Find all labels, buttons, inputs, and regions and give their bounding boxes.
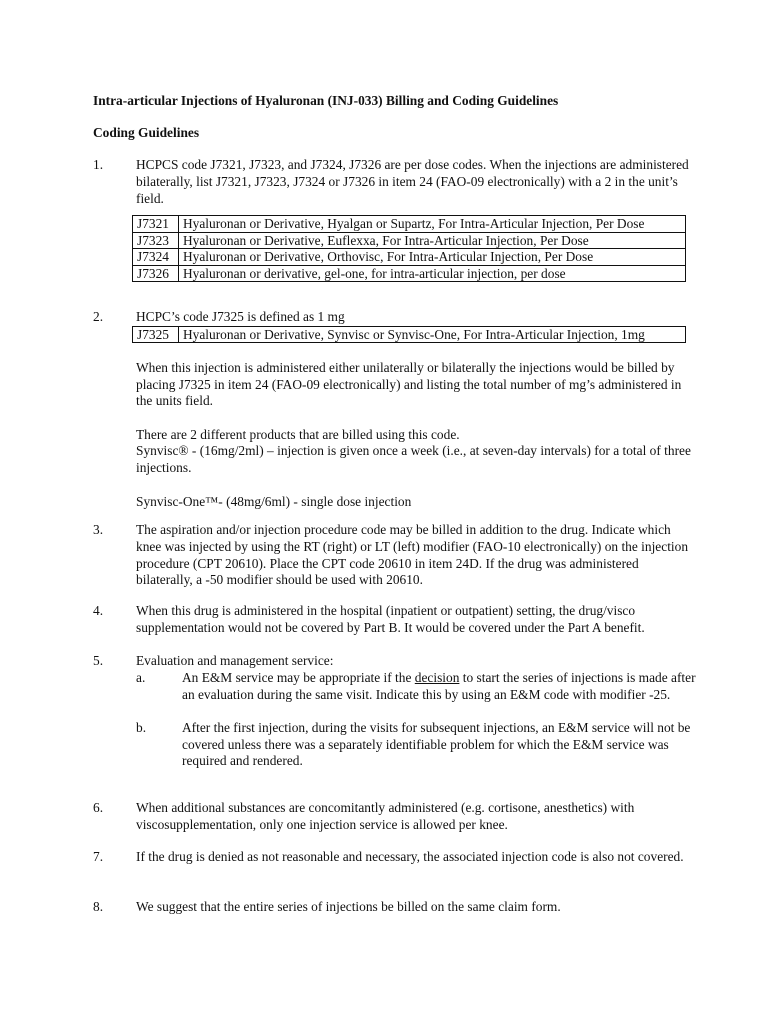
item-text: We suggest that the entire series of injections be billed on the same claim form. bbox=[136, 899, 561, 914]
item-text: If the drug is denied as not reasonable and necessary, the associated injection code is also not covered. bbox=[136, 849, 684, 864]
table-row bbox=[133, 232, 686, 249]
document-title: Intra-articular Injections of Hyaluronan (INJ-033) Billing and Coding Guidelines bbox=[93, 93, 559, 108]
item-number: 7. bbox=[93, 849, 104, 864]
description-cell: Hyaluronan or Derivative, Hyalgan or Supartz, For Intra-Articular Injection, Per Dose bbox=[179, 216, 686, 233]
code-cell: J7321 bbox=[133, 216, 179, 233]
guideline-item-2 bbox=[93, 309, 693, 510]
code-cell: J7324 bbox=[133, 249, 179, 266]
item-paragraph: There are 2 different products that are billed using this code. bbox=[136, 426, 460, 442]
item-number: 5. bbox=[93, 653, 104, 668]
item-number: 4. bbox=[93, 603, 104, 618]
code-table-1 bbox=[132, 215, 686, 282]
table-row bbox=[133, 265, 686, 282]
item-text: When additional substances are concomitantly administered (e.g. cortisone, anesthetics) with viscosupplementation, only one injection service is allowed per knee. bbox=[136, 800, 635, 832]
guideline-item-1 bbox=[93, 157, 693, 282]
code-cell: J7326 bbox=[133, 265, 179, 282]
sub-item-text: An E&M service may be appropriate if the bbox=[182, 669, 415, 685]
sub-item-b bbox=[136, 720, 696, 770]
description-cell: Hyaluronan or derivative, gel-one, for intra-articular injection, per dose bbox=[179, 265, 686, 282]
table-row bbox=[133, 216, 686, 233]
code-cell: J7325 bbox=[133, 326, 179, 343]
item-text: The aspiration and/or injection procedure code may be billed in addition to the drug. Indicate which knee was injected by using the RT (right) or LT (left) modifier (FAO-10 electronically) on the injection procedure (CPT 20610). Place the CPT code 20610 in item 24D. If the drug was administered bilaterally, a -50 modifier should be used with 20610. bbox=[136, 522, 689, 588]
guideline-item-7 bbox=[93, 849, 693, 866]
table-row bbox=[133, 249, 686, 266]
sub-item-text: After the first injection, during the visits for subsequent injections, an E&M service will not be covered unless there was a separately identifiable problem for which the E&M service was required and rendered. bbox=[182, 719, 691, 769]
description-cell: Hyaluronan or Derivative, Synvisc or Synvisc-One, For Intra-Articular Injection, 1mg bbox=[179, 326, 686, 343]
sub-item-letter: b. bbox=[136, 719, 147, 735]
guideline-item-4 bbox=[93, 603, 693, 637]
guideline-item-3 bbox=[93, 522, 693, 589]
item-number: 1. bbox=[93, 157, 104, 172]
sub-item-a bbox=[136, 670, 696, 704]
sub-item-text: to start the series of injections is made after an evaluation during the same visit. Indicate this by using an E&M code with modifier -25. bbox=[182, 669, 696, 702]
item-paragraph: When this injection is administered either unilaterally or bilaterally the injections would be billed by placing J7325 in item 24 (FAO-09 electronically) and listing the total number of mg’s administered in the units field. bbox=[136, 359, 682, 409]
item-number: 8. bbox=[93, 899, 104, 914]
code-cell: J7323 bbox=[133, 232, 179, 249]
guideline-item-6 bbox=[93, 800, 693, 834]
sub-item-letter: a. bbox=[136, 669, 146, 685]
description-cell: Hyaluronan or Derivative, Orthovisc, For Intra-Articular Injection, Per Dose bbox=[179, 249, 686, 266]
item-paragraph: Synvisc® - (16mg/2ml) – injection is given once a week (i.e., at seven-day intervals) for a total of three injections. bbox=[136, 443, 691, 476]
item-text: When this drug is administered in the hospital (inpatient or outpatient) setting, the drug/visco supplementation would not be covered by Part B. It would be covered under the Part A benefit. bbox=[136, 603, 645, 635]
description-cell: Hyaluronan or Derivative, Euflexxa, For Intra-Articular Injection, Per Dose bbox=[179, 232, 686, 249]
guideline-item-5 bbox=[93, 653, 696, 770]
guideline-item-8 bbox=[93, 899, 693, 916]
code-table-2 bbox=[132, 326, 686, 344]
table-row bbox=[133, 326, 686, 343]
section-heading: Coding Guidelines bbox=[93, 125, 200, 140]
item-number: 3. bbox=[93, 522, 104, 537]
item-number: 2. bbox=[93, 309, 104, 324]
underlined-word: decision bbox=[414, 669, 460, 685]
item-text: HCPCS code J7321, J7323, and J7324, J7326 are per dose codes. When the injections are administered bilaterally, list J7321, J7323, J7324 or J7326 in item 24 (FAO-09 electronically) with a 2 in the unit’s field. bbox=[136, 157, 689, 206]
item-paragraph: Synvisc-One™- (48mg/6ml) - single dose injection bbox=[136, 493, 412, 509]
item-number: 6. bbox=[93, 800, 104, 815]
item-text: Evaluation and management service: bbox=[136, 653, 334, 668]
item-text: HCPC’s code J7325 is defined as 1 mg bbox=[136, 309, 345, 324]
